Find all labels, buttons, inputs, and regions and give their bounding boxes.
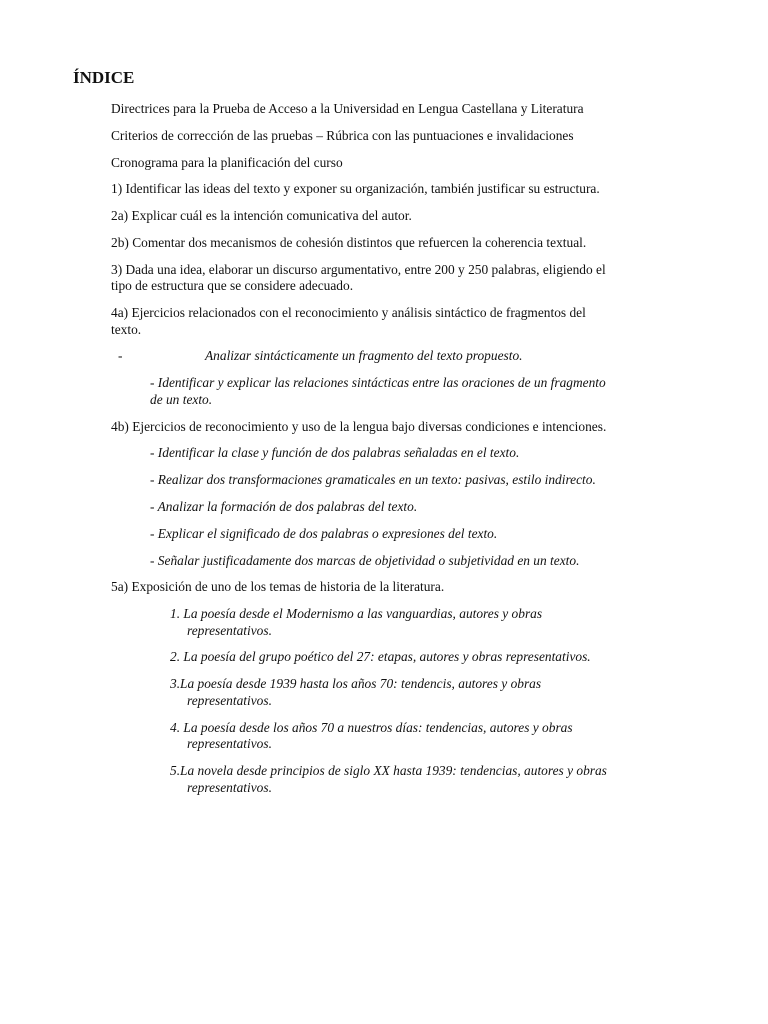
page-title: ÍNDICE bbox=[73, 68, 135, 87]
index-subitem-text: Analizar sintácticamente un fragmento del texto propuesto. bbox=[205, 348, 523, 364]
literature-topic: 1. La poesía desde el Modernismo a las vanguardias, autores y obras representativos. bbox=[170, 606, 543, 638]
index-item: 5a) Exposición de uno de los temas de historia de la literatura. bbox=[111, 579, 445, 595]
index-subitem: - Explicar el significado de dos palabras o expresiones del texto. bbox=[150, 525, 498, 541]
index-item: 2a) Explicar cuál es la intención comunicativa del autor. bbox=[111, 208, 412, 224]
list-dash: - bbox=[118, 348, 123, 364]
index-subitem bbox=[111, 348, 616, 365]
index-list bbox=[111, 101, 616, 806]
index-item: 3) Dada una idea, elaborar un discurso argumentativo, entre 200 y 250 palabras, eligiendo el tipo de estructura que se considere adecuado. bbox=[111, 261, 606, 294]
index-subitem: - Identificar la clase y función de dos palabras señaladas en el texto. bbox=[150, 445, 520, 461]
index-item: 2b) Comentar dos mecanismos de cohesión distintos que refuercen la coherencia textual. bbox=[111, 234, 587, 250]
index-item: 1) Identificar las ideas del texto y exponer su organización, también justificar su estructura. bbox=[111, 181, 600, 197]
index-subitem: - Realizar dos transformaciones gramaticales en un texto: pasivas, estilo indirecto. bbox=[150, 472, 596, 488]
index-item: 4b) Ejercicios de reconocimiento y uso de la lengua bajo diversas condiciones e intenciones. bbox=[111, 418, 607, 434]
index-subitem: - Identificar y explicar las relaciones sintácticas entre las oraciones de un fragmento de un texto. bbox=[150, 375, 606, 407]
index-item: 4a) Ejercicios relacionados con el reconocimiento y análisis sintáctico de fragmentos del texto. bbox=[111, 305, 586, 337]
index-subitem: - Señalar justificadamente dos marcas de objetividad o subjetividad en un texto. bbox=[150, 552, 580, 568]
literature-topic: 2. La poesía del grupo poético del 27: etapas, autores y obras representativos. bbox=[170, 649, 591, 665]
index-item: Criterios de corrección de las pruebas – Rúbrica con las puntuaciones e invalidaciones bbox=[111, 127, 574, 143]
index-item: Cronograma para la planificación del curso bbox=[111, 154, 343, 170]
index-item: Directrices para la Prueba de Acceso a la Universidad en Lengua Castellana y Literatura bbox=[111, 101, 584, 116]
literature-topic: 5.La novela desde principios de siglo XX hasta 1939: tendencias, autores y obras representativos. bbox=[170, 762, 607, 795]
literature-topic: 3.La poesía desde 1939 hasta los años 70: tendencis, autores y obras representativos. bbox=[170, 676, 542, 708]
literature-topic: 4. La poesía desde los años 70 a nuestros días: tendencias, autores y obras representativos. bbox=[170, 719, 573, 752]
index-subitem: - Analizar la formación de dos palabras del texto. bbox=[150, 498, 418, 514]
